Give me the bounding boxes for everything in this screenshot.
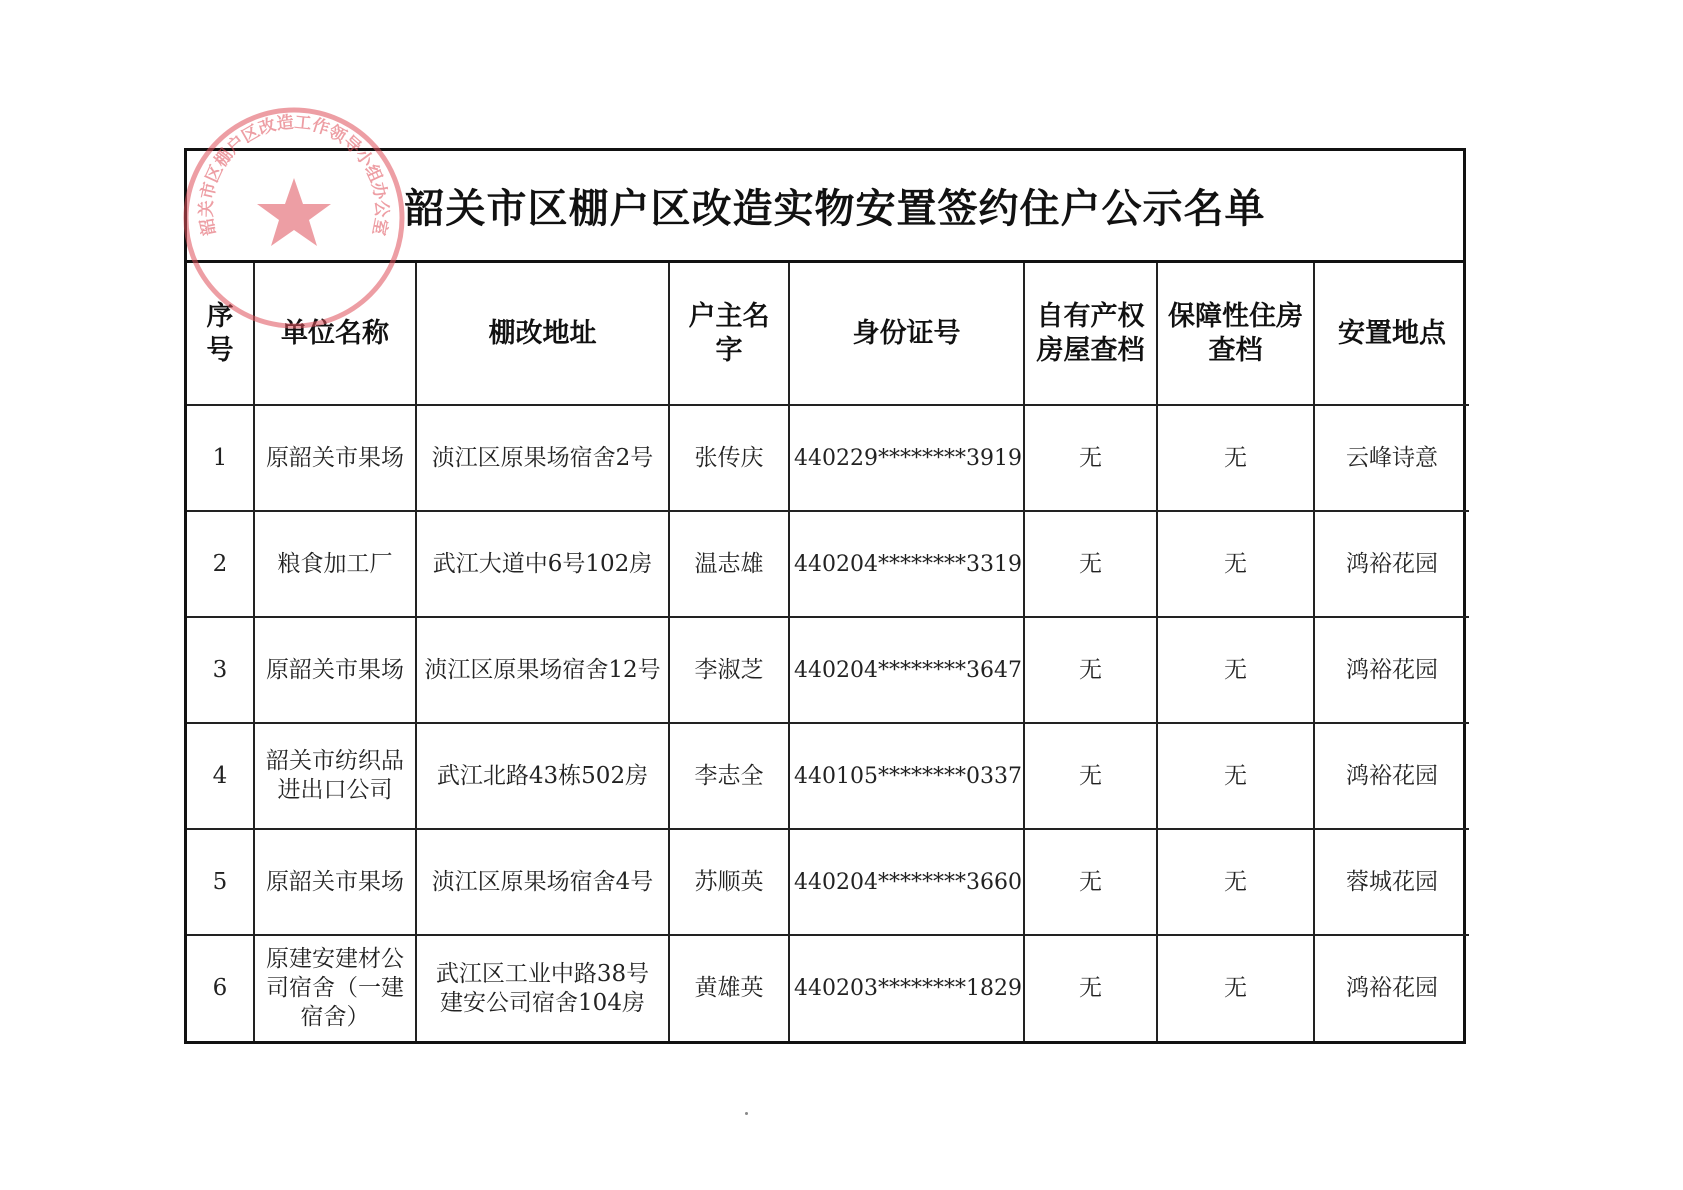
cell-owner: 李淑芝 xyxy=(669,617,789,723)
cell-id-number: 440204********3660 xyxy=(789,829,1024,935)
title-row xyxy=(187,151,1463,263)
table-row xyxy=(187,511,1469,617)
table-row xyxy=(187,617,1469,723)
cell-no: 2 xyxy=(187,511,254,617)
cell-no: 3 xyxy=(187,617,254,723)
col-header-subsidized-housing: 保障性住房查档 xyxy=(1157,263,1314,405)
cell-address: 武江区工业中路38号建安公司宿舍104房 xyxy=(416,935,669,1041)
header-row xyxy=(187,263,1469,405)
cell-id-number: 440229********3919 xyxy=(789,405,1024,511)
cell-no: 6 xyxy=(187,935,254,1041)
cell-own-property: 无 xyxy=(1024,723,1157,829)
table-row xyxy=(187,723,1469,829)
table-row xyxy=(187,935,1469,1041)
cell-subsidized-housing: 无 xyxy=(1157,935,1314,1041)
cell-address: 浈江区原果场宿舍12号 xyxy=(416,617,669,723)
cell-owner: 李志全 xyxy=(669,723,789,829)
cell-owner: 苏顺英 xyxy=(669,829,789,935)
document-title: 韶关市区棚户区改造实物安置签约住户公示名单 xyxy=(404,186,1266,232)
cell-unit: 原建安建材公司宿舍（一建宿舍） xyxy=(254,935,416,1041)
col-header-address: 棚改地址 xyxy=(416,263,669,405)
cell-own-property: 无 xyxy=(1024,829,1157,935)
cell-subsidized-housing: 无 xyxy=(1157,829,1314,935)
cell-id-number: 440203********1829 xyxy=(789,935,1024,1041)
col-header-own-property: 自有产权房屋查档 xyxy=(1024,263,1157,405)
cell-owner: 黄雄英 xyxy=(669,935,789,1041)
table-row xyxy=(187,405,1469,511)
cell-address: 浈江区原果场宿舍2号 xyxy=(416,405,669,511)
cell-placement: 蓉城花园 xyxy=(1314,829,1469,935)
col-header-owner: 户主名字 xyxy=(669,263,789,405)
cell-subsidized-housing: 无 xyxy=(1157,511,1314,617)
notice-sheet xyxy=(184,148,1466,1044)
cell-unit: 粮食加工厂 xyxy=(254,511,416,617)
cell-address: 浈江区原果场宿舍4号 xyxy=(416,829,669,935)
cell-unit: 原韶关市果场 xyxy=(254,405,416,511)
cell-placement: 鸿裕花园 xyxy=(1314,511,1469,617)
cell-subsidized-housing: 无 xyxy=(1157,405,1314,511)
cell-address: 武江大道中6号102房 xyxy=(416,511,669,617)
cell-owner: 温志雄 xyxy=(669,511,789,617)
cell-unit: 原韶关市果场 xyxy=(254,829,416,935)
col-header-placement: 安置地点 xyxy=(1314,263,1469,405)
cell-subsidized-housing: 无 xyxy=(1157,617,1314,723)
residents-table xyxy=(187,263,1469,1041)
cell-id-number: 440204********3647 xyxy=(789,617,1024,723)
cell-id-number: 440204********3319 xyxy=(789,511,1024,617)
cell-own-property: 无 xyxy=(1024,405,1157,511)
col-header-unit: 单位名称 xyxy=(254,263,416,405)
cell-own-property: 无 xyxy=(1024,511,1157,617)
col-header-id-number: 身份证号 xyxy=(789,263,1024,405)
scan-speck xyxy=(745,1112,748,1115)
cell-unit: 原韶关市果场 xyxy=(254,617,416,723)
col-header-no: 序号 xyxy=(187,263,254,405)
cell-placement: 云峰诗意 xyxy=(1314,405,1469,511)
table-row xyxy=(187,829,1469,935)
cell-placement: 鸿裕花园 xyxy=(1314,617,1469,723)
cell-own-property: 无 xyxy=(1024,617,1157,723)
cell-owner: 张传庆 xyxy=(669,405,789,511)
cell-no: 5 xyxy=(187,829,254,935)
cell-no: 1 xyxy=(187,405,254,511)
cell-placement: 鸿裕花园 xyxy=(1314,935,1469,1041)
cell-address: 武江北路43栋502房 xyxy=(416,723,669,829)
cell-own-property: 无 xyxy=(1024,935,1157,1041)
cell-id-number: 440105********0337 xyxy=(789,723,1024,829)
seal-text: 韶关市区棚户区改造工作领导小组办公室 xyxy=(196,112,392,238)
cell-unit: 韶关市纺织品进出口公司 xyxy=(254,723,416,829)
cell-placement: 鸿裕花园 xyxy=(1314,723,1469,829)
cell-no: 4 xyxy=(187,723,254,829)
cell-subsidized-housing: 无 xyxy=(1157,723,1314,829)
